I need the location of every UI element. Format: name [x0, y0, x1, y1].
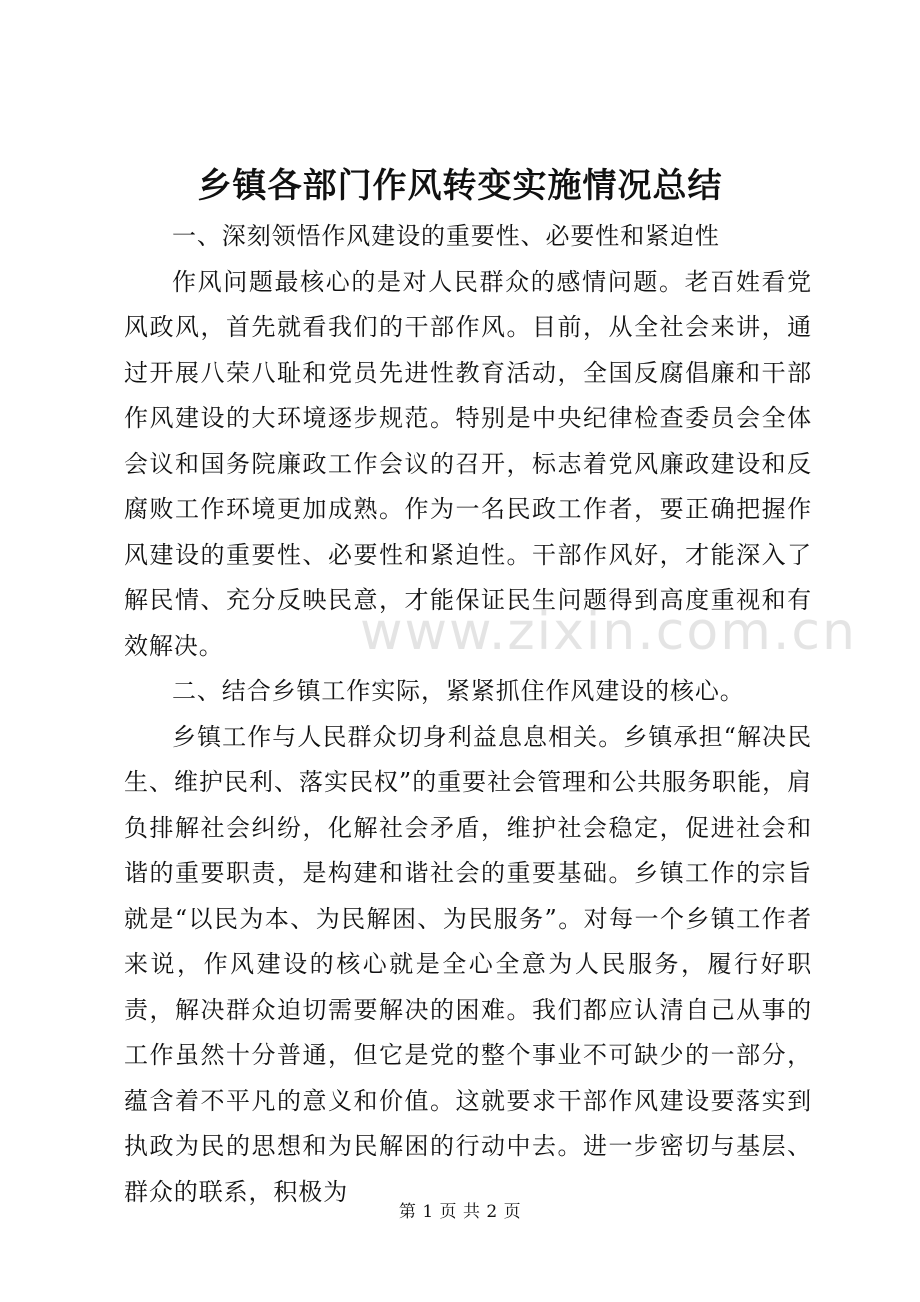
body-paragraph-1: 作风问题最核心的是对人民群众的感情问题。老百姓看党风政风，首先就看我们的干部作风。目前，从全社会来讲，通过开展八荣八耻和党员先进性教育活动，全国反腐倡廉和干部作风建设的大环境逐步规范。特别是中央纪律检查委员会全体会议和国务院廉政工作会议的召开，标志着党风廉政建设和反腐败工作环境更加成熟。作为一名民政工作者，要正确把握作风建设的重要性、必要性和紧迫性。干部作风好，才能深入了解民情、充分反映民意，才能保证民生问题得到高度重视和有效解决。 — [124, 267, 812, 660]
document-body — [124, 214, 812, 1215]
document-title: 乡镇各部门作风转变实施情况总结 — [197, 166, 723, 206]
body-paragraph-2: 乡镇工作与人民群众切身利益息息相关。乡镇承担“解决民生、维护民利、落实民权”的重要社会管理和公共服务职能，肩负排解社会纠纷，化解社会矛盾，维护社会稳定，促进社会和谐的重要职责，是构建和谐社会的重要基础。乡镇工作的宗旨就是“以民为本、为民解困、为民服务”。对每一个乡镇工作者来说，作风建设的核心就是全心全意为人民服务，履行好职责，解决群众迫切需要解决的困难。我们都应认清自己从事的工作虽然十分普通，但它是党的整个事业不可缺少的一部分，蕴含着不平凡的意义和价值。这就要求干部作风建设要落实到执政为民的思想和为民解困的行动中去。进一步密切与基层、群众的联系，积极为 — [124, 722, 812, 1206]
page-footer: 第 1 页 共 2 页 — [398, 1202, 522, 1222]
section-heading-2: 二、结合乡镇工作实际，紧紧抓住作风建设的核心。 — [172, 677, 745, 705]
section-heading-1: 一、深刻领悟作风建设的重要性、必要性和紧迫性 — [172, 222, 720, 250]
watermark: www.zixin.com.cn — [360, 602, 857, 662]
